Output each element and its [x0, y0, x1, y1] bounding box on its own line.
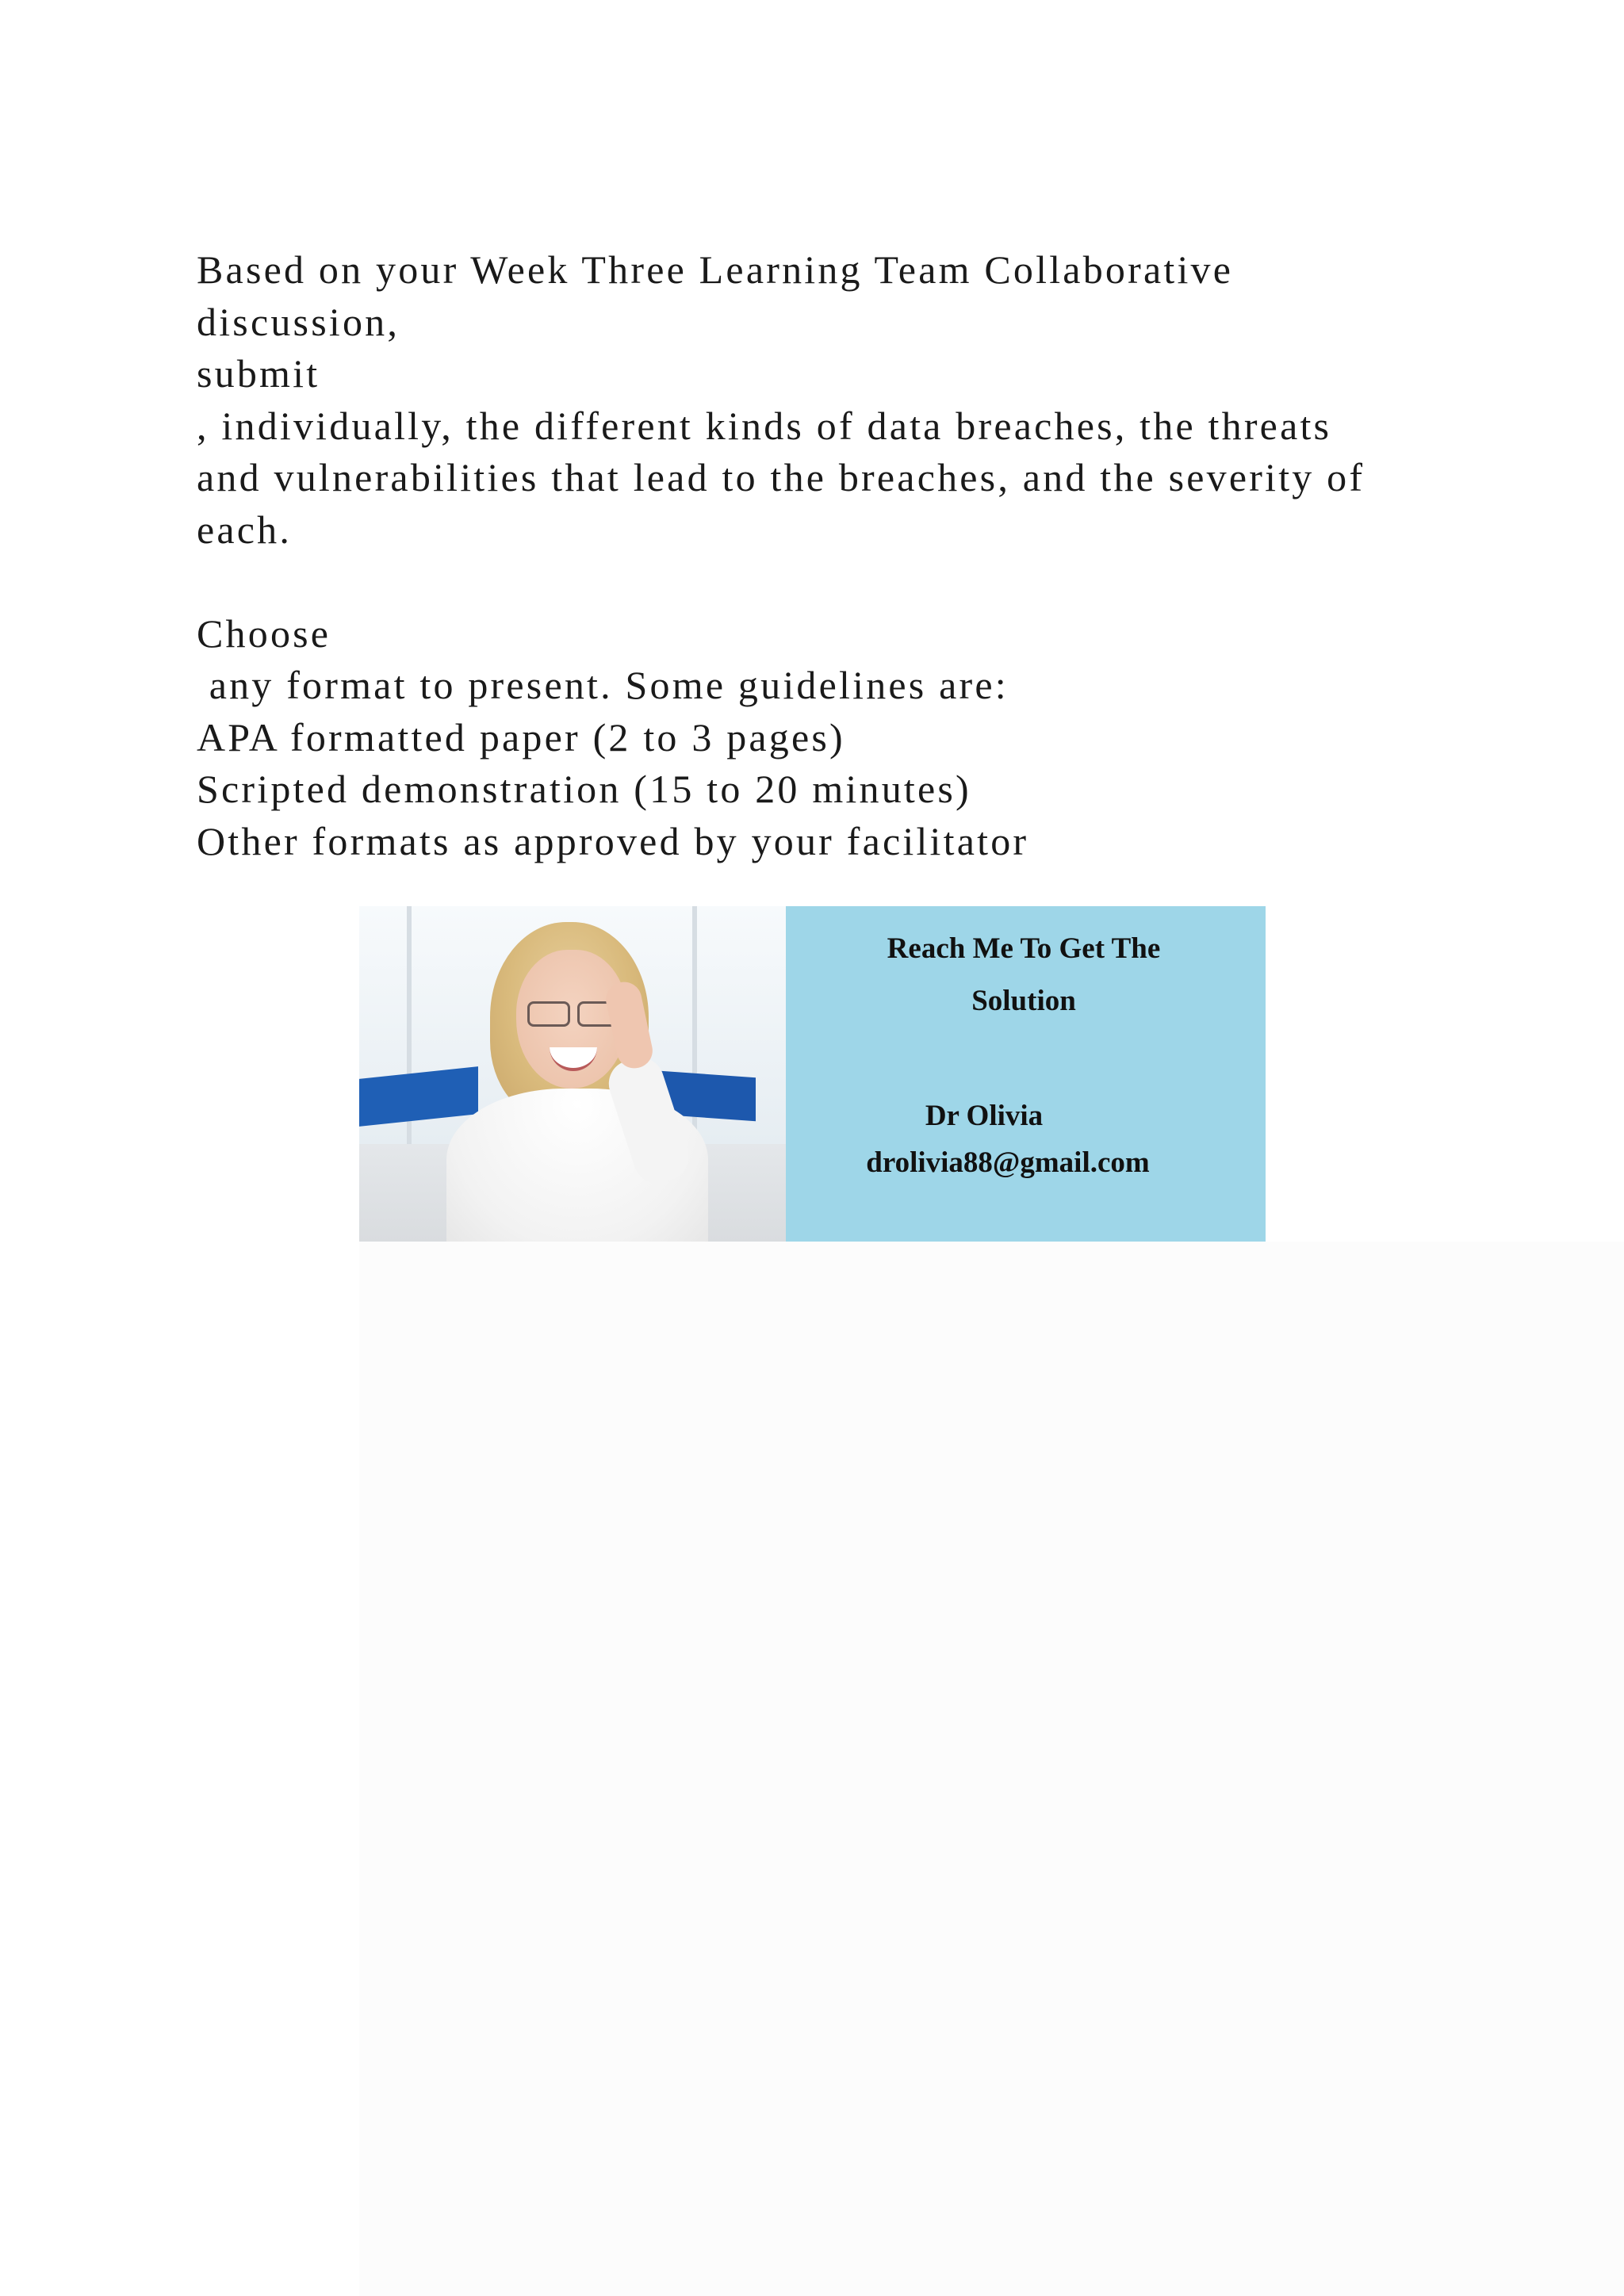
text-line: Choose	[197, 610, 331, 656]
woman-photo	[359, 906, 786, 1242]
contact-banner	[359, 906, 1266, 1242]
text-line: and vulnerabilities that lead to the breaches, and the severity of	[197, 455, 1365, 499]
text-line: , individually, the different kinds of data breaches, the threats	[197, 403, 1332, 448]
text-line: APA formatted paper (2 to 3 pages)	[197, 714, 845, 760]
text-line: Other formats as approved by your facilitator	[197, 818, 1029, 863]
text-line: any format to present. Some guidelines are:	[197, 663, 1009, 707]
text-line: each.	[197, 507, 293, 552]
blank-lower-area	[359, 1242, 1624, 2296]
text-line: Based on your Week Three Learning Team Collaborative	[197, 247, 1234, 292]
contact-info-panel	[786, 906, 1266, 1242]
contact-email[interactable]: drolivia88@gmail.com	[866, 1146, 1150, 1179]
text-line: submit	[197, 351, 320, 396]
banner-headline-2: Solution	[971, 985, 1076, 1017]
assignment-text	[197, 244, 1465, 867]
blank-line	[197, 556, 1465, 608]
contact-name: Dr Olivia	[925, 1100, 1044, 1132]
text-line: discussion,	[197, 299, 400, 344]
text-line: Scripted demonstration (15 to 20 minutes)	[197, 767, 971, 811]
banner-headline: Reach Me To Get The	[887, 932, 1161, 965]
glasses-icon	[527, 1001, 570, 1027]
